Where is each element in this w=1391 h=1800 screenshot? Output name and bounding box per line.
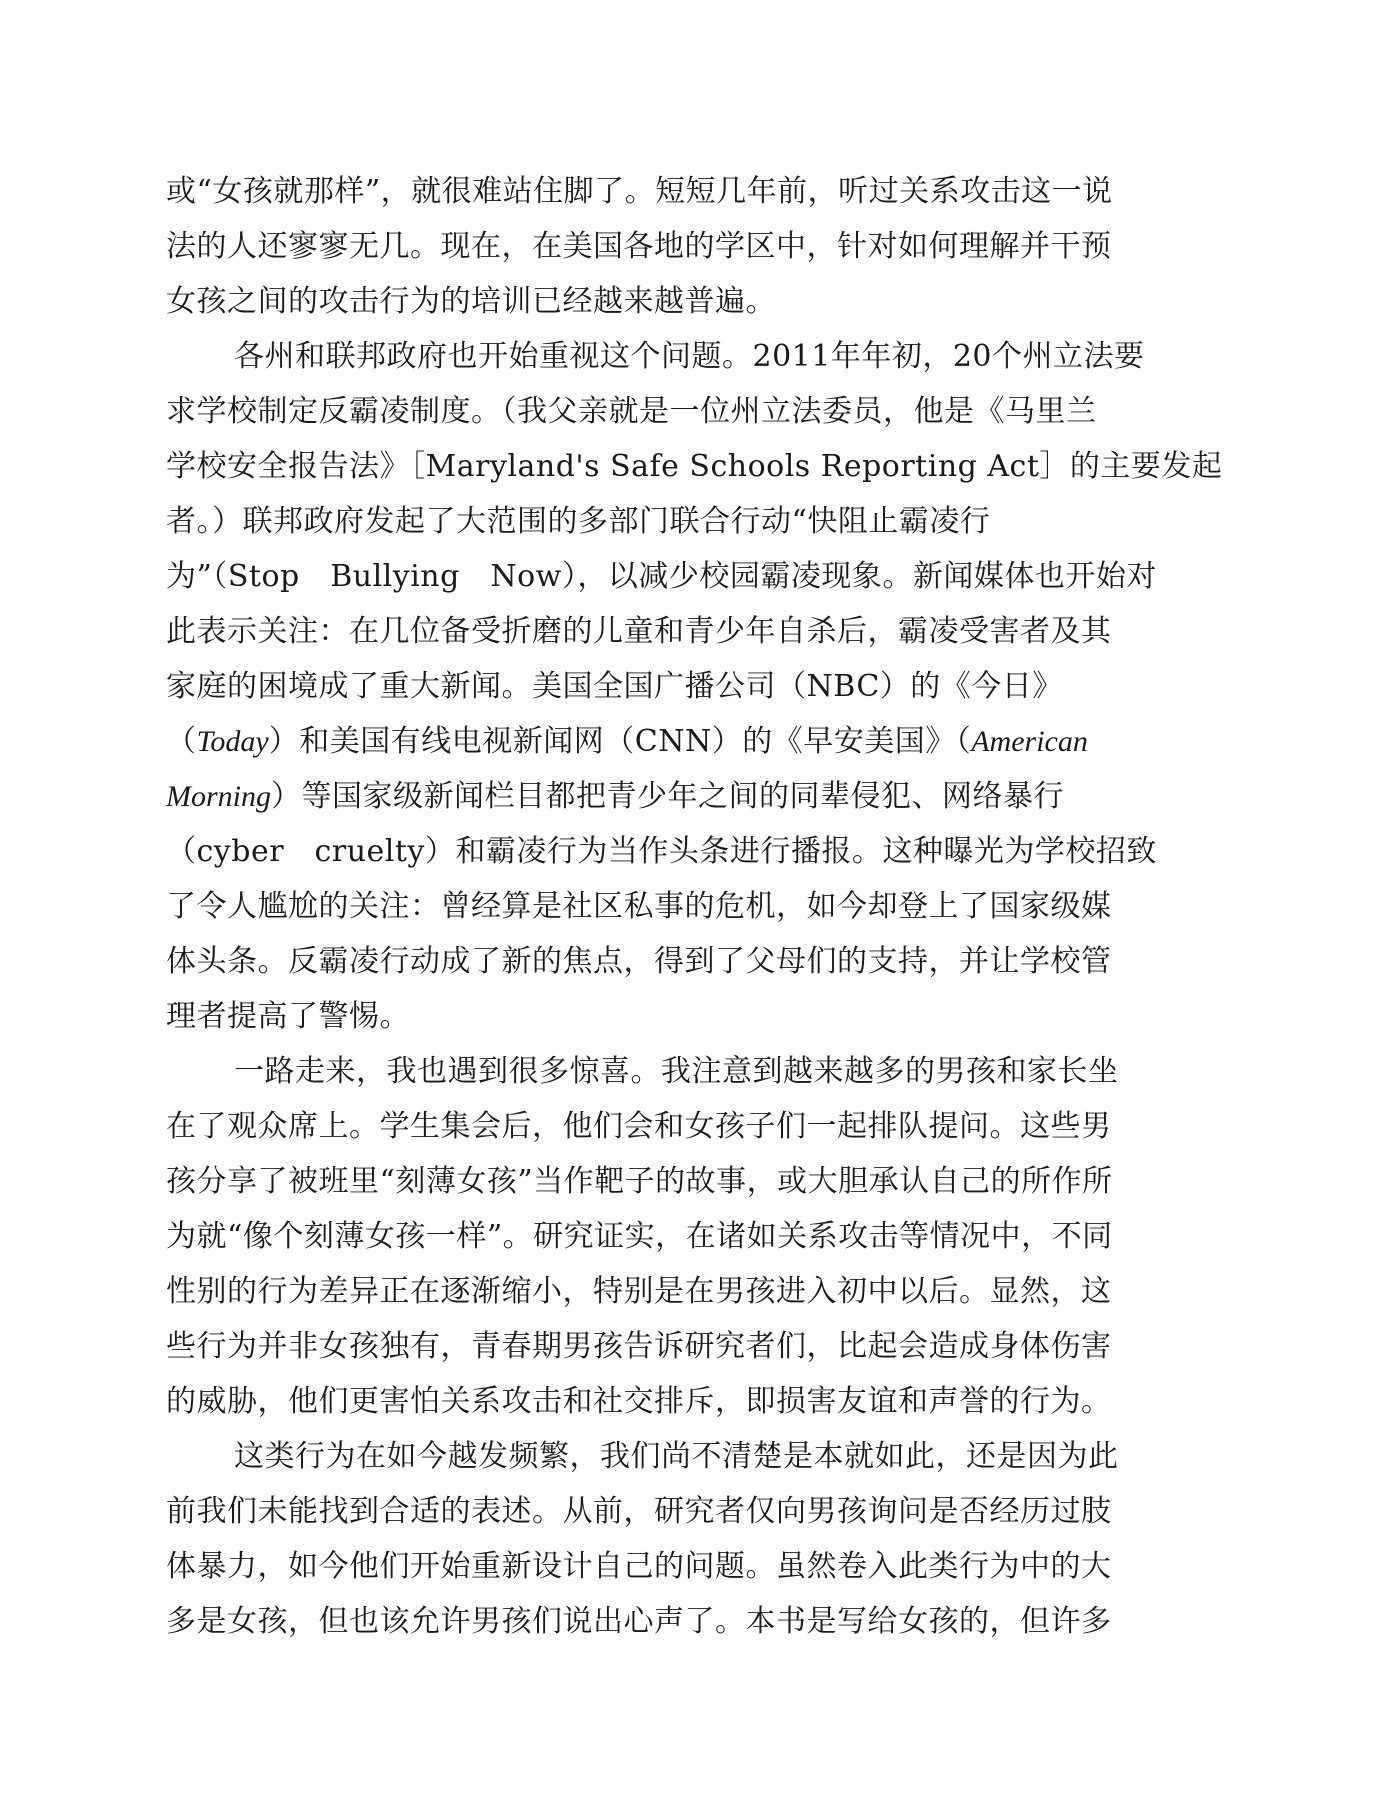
paragraph-3 — [166, 1044, 1226, 1429]
text-line: 些行为并非女孩独有，青春期男孩告诉研究者们，比起会造成身体伤害 — [166, 1329, 1112, 1364]
text-line: 或“女孩就那样”，就很难站住脚了。短短几年前，听过关系攻击这一说 — [166, 174, 1113, 209]
paragraph-2 — [166, 329, 1226, 1044]
text-line: 为就“像个刻薄女孩一样”。研究证实，在诸如关系攻击等情况中，不同 — [166, 1219, 1113, 1254]
text-line: 多是女孩，但也该允许男孩们说出心声了。本书是写给女孩的，但许多 — [166, 1604, 1112, 1639]
text-line: 性别的行为差异正在逐渐缩小，特别是在男孩进入初中以后。显然，这 — [166, 1274, 1112, 1309]
text-line: 一路走来，我也遇到很多惊喜。我注意到越来越多的男孩和家长坐 — [234, 1054, 1119, 1089]
paragraph-4 — [166, 1429, 1226, 1649]
text-line: 女孩之间的攻击行为的培训已经越来越普遍。 — [166, 284, 776, 319]
text-line: （cyber cruelty）和霸凌行为当作头条进行播报。这种曝光为学校招致 — [166, 834, 1157, 869]
text-line: 者。）联邦政府发起了大范围的多部门联合行动“快阻止霸凌行 — [166, 504, 991, 539]
text-line: Morning）等国家级新闻栏目都把青少年之间的同辈侵犯、网络暴行 — [166, 779, 1064, 814]
paragraph-1 — [166, 164, 1226, 329]
text-line: 这类行为在如今越发频繁，我们尚不清楚是本就如此，还是因为此 — [234, 1439, 1119, 1474]
text-line: 体暴力，如今他们开始重新设计自己的问题。虽然卷入此类行为中的大 — [166, 1549, 1112, 1584]
text-line: 在了观众席上。学生集会后，他们会和女孩子们一起排队提问。这些男 — [166, 1109, 1112, 1144]
book-page — [166, 164, 1226, 1724]
text-line: 的威胁，他们更害怕关系攻击和社交排斥，即损害友谊和声誉的行为。 — [166, 1384, 1112, 1419]
text-line: （Today）和美国有线电视新闻网（CNN）的《早安美国》（American — [166, 724, 1088, 759]
text-line: 体头条。反霸凌行动成了新的焦点，得到了父母们的支持，并让学校管 — [166, 944, 1112, 979]
text-line: 学校安全报告法》［Maryland's Safe Schools Reporting Act］的主要发起 — [166, 449, 1223, 484]
text-line: 家庭的困境成了重大新闻。美国全国广播公司（NBC）的《今日》 — [166, 669, 1063, 704]
text-line: 法的人还寥寥无几。现在，在美国各地的学区中，针对如何理解并干预 — [166, 229, 1112, 264]
text-line: 孩分享了被班里“刻薄女孩”当作靶子的故事，或大胆承认自己的所作所 — [166, 1164, 1113, 1199]
text-line: 求学校制定反霸凌制度。（我父亲就是一位州立法委员，他是《马里兰 — [166, 394, 1097, 429]
text-line: 了令人尴尬的关注：曾经算是社区私事的危机，如今却登上了国家级媒 — [166, 889, 1112, 924]
text-line: 前我们未能找到合适的表述。从前，研究者仅向男孩询问是否经历过肢 — [166, 1494, 1112, 1529]
text-line: 为”（Stop Bullying Now），以减少校园霸凌现象。新闻媒体也开始对 — [166, 559, 1157, 594]
text-line: 各州和联邦政府也开始重视这个问题。2011年年初，20个州立法要 — [234, 339, 1145, 374]
text-line: 理者提高了警惕。 — [166, 999, 410, 1034]
text-line: 此表示关注：在几位备受折磨的儿童和青少年自杀后，霸凌受害者及其 — [166, 614, 1112, 649]
